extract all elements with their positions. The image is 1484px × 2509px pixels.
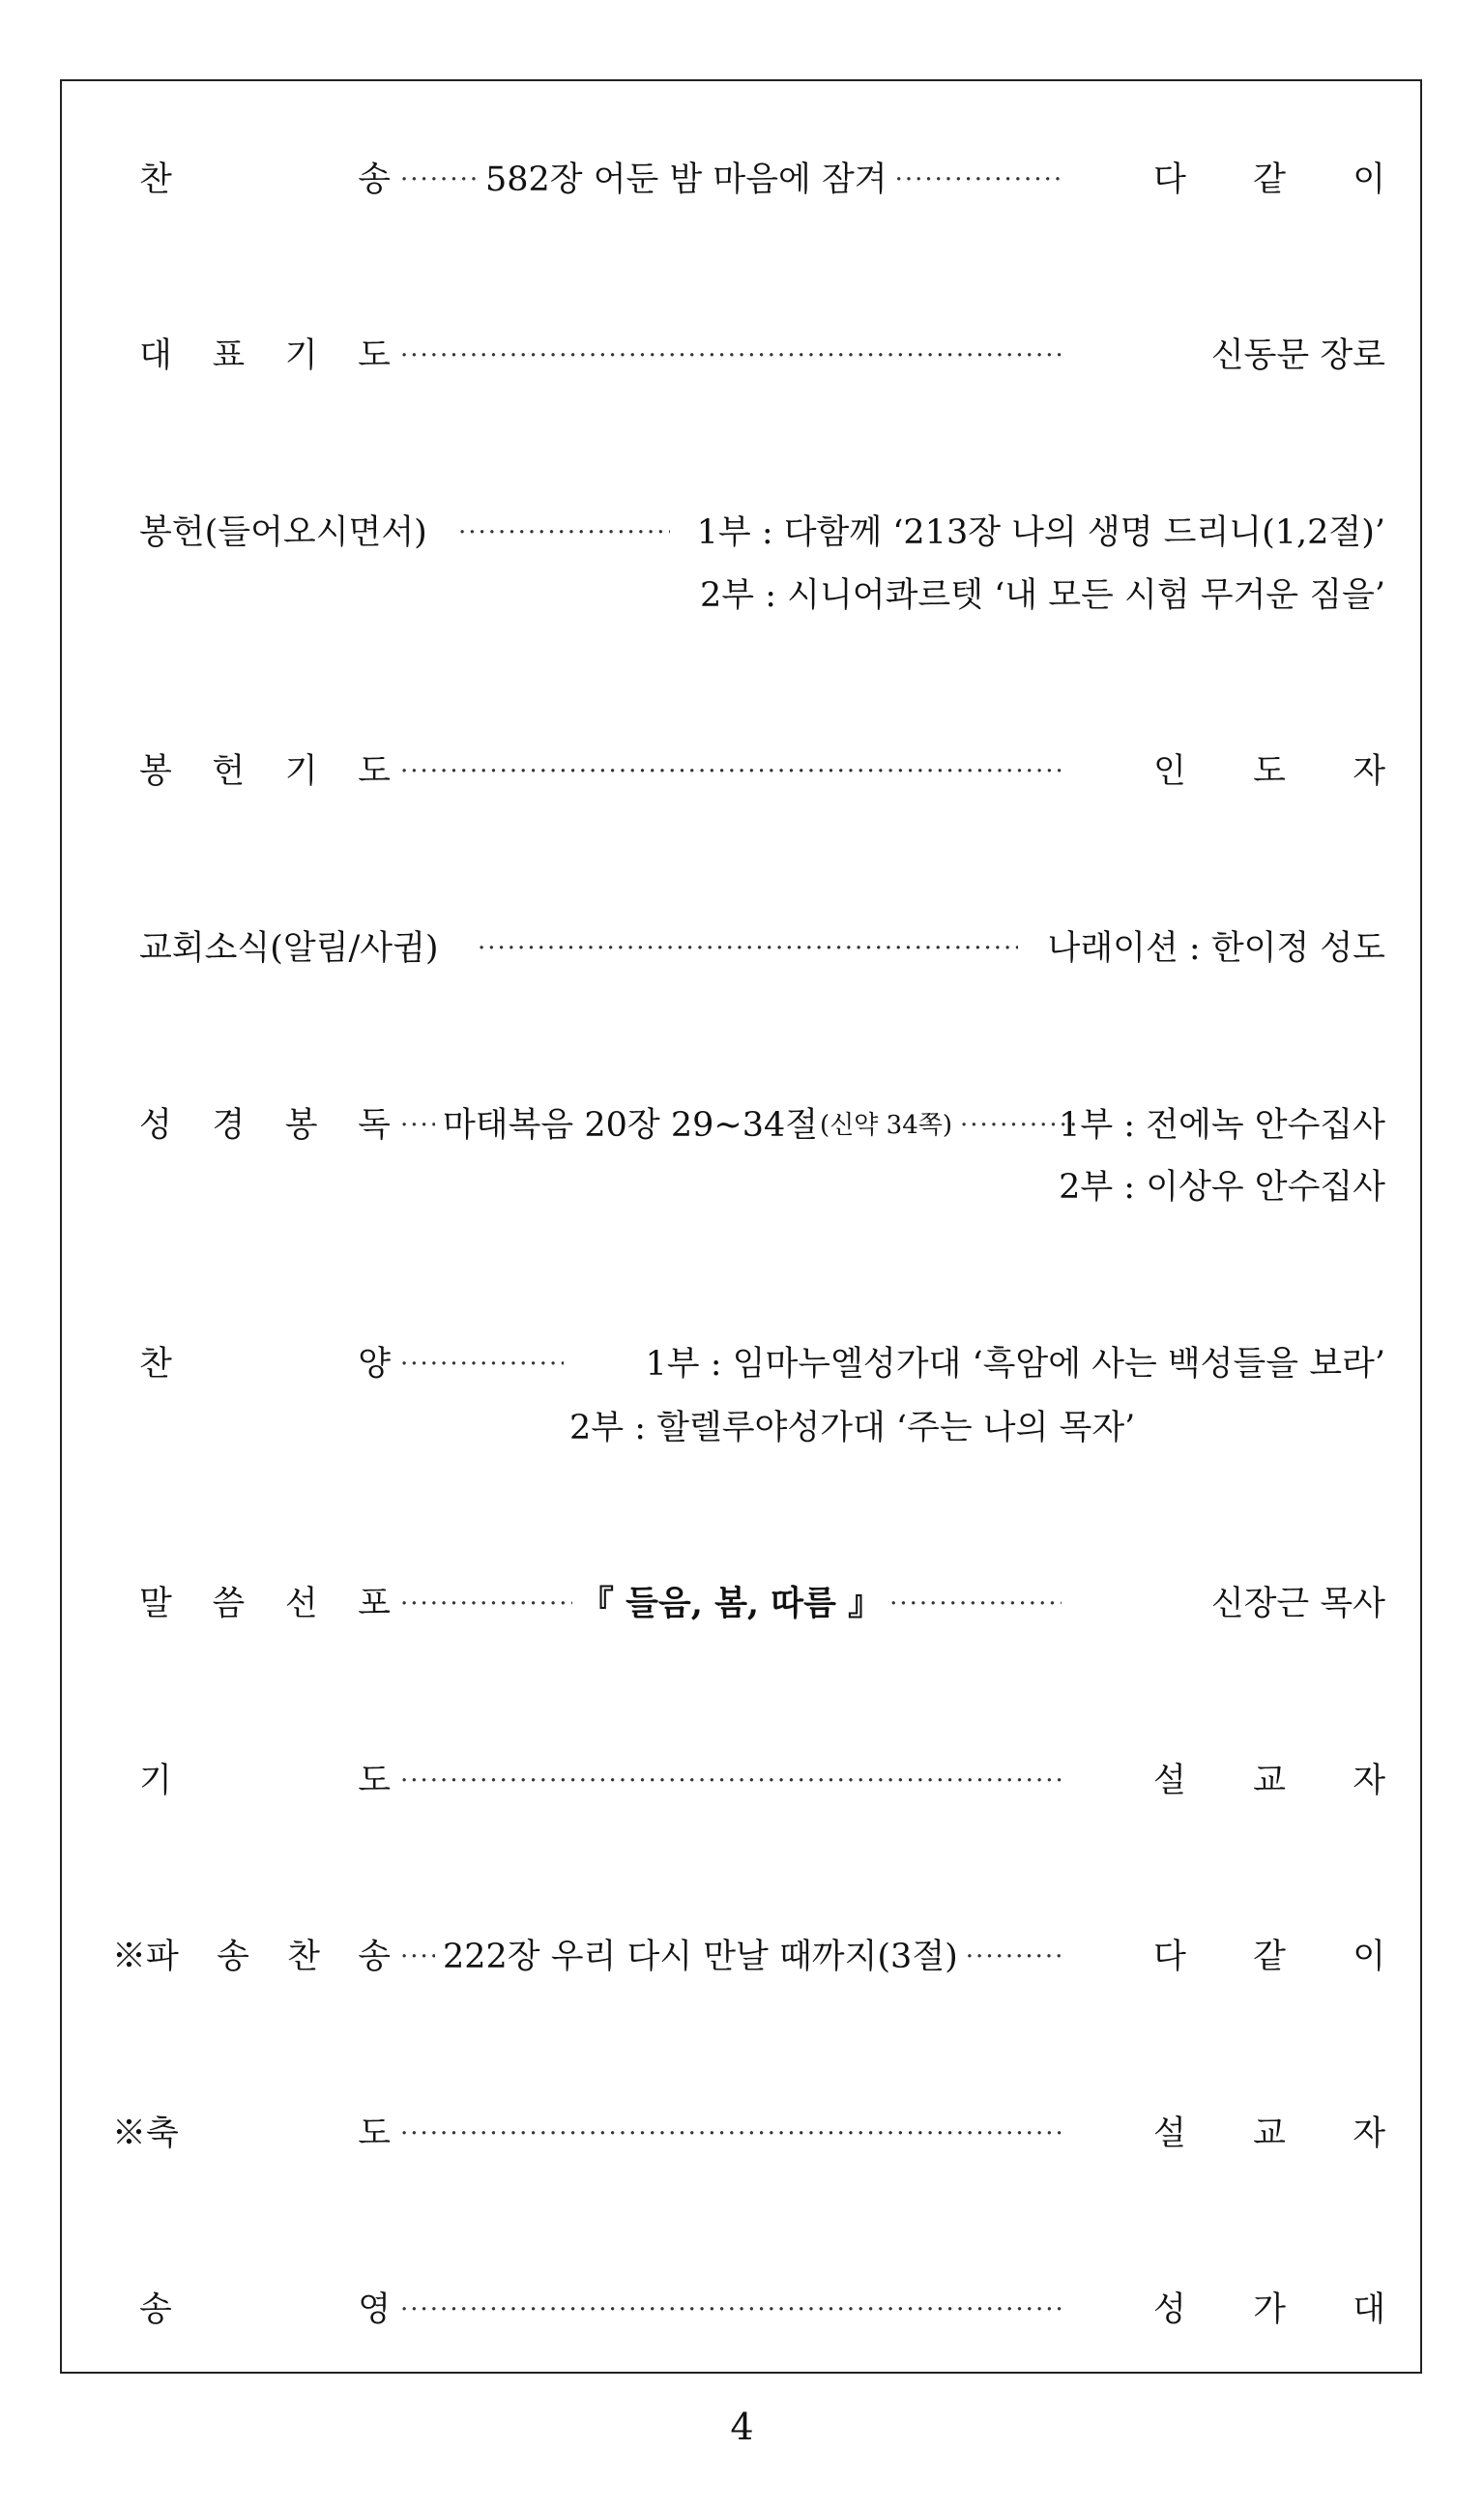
label-closing-hymn: ※파 송 찬 송 — [112, 1938, 391, 1976]
dotted-leader — [400, 2281, 1062, 2339]
label-hymn: 찬 송 — [139, 160, 391, 199]
row-sermon — [62, 1575, 1424, 1633]
reading-line-2: 2부 : 이상우 안수집사 — [1059, 1168, 1385, 1207]
anthem-line-2: 2부 : 할렐루야성가대 ‘주는 나의 목자’ — [569, 1409, 1136, 1447]
page-number: 4 — [730, 2406, 754, 2448]
row-pastor-prayer — [62, 1752, 1424, 1810]
label-pastor-prayer: 기 도 — [139, 1762, 391, 1800]
middle-hymn — [400, 151, 1062, 209]
label-offering-prayer: 봉 헌 기 도 — [139, 752, 391, 791]
sermon-preacher: 신장근 목사 — [1210, 1585, 1385, 1623]
scripture-page: (신약 34쪽) — [820, 1111, 953, 1140]
row-benediction — [62, 2105, 1424, 2163]
closing-hymn-title: 222장 우리 다시 만날 때까지(3절) — [443, 1938, 958, 1976]
middle-closing-hymn — [400, 1928, 1062, 1986]
news-narration: 나래이션 : 한이정 성도 — [1047, 929, 1385, 968]
row-prayer — [62, 327, 1424, 385]
reading-line-1: 1부 : 전에녹 안수집사 — [1059, 1106, 1385, 1145]
offering-line-2: 2부 : 시니어콰르텟 ‘내 모든 시험 무거운 짐을’ — [700, 576, 1385, 615]
label-benediction: ※축 도 — [112, 2115, 391, 2153]
dotted-leader — [400, 1752, 1062, 1810]
row-news — [62, 919, 1424, 977]
prayer-leader: 신동문 장로 — [1210, 336, 1385, 375]
right-pastor-prayer: 설 교 자 — [1153, 1762, 1385, 1800]
middle-sermon — [400, 1575, 1062, 1633]
middle-reading — [400, 1096, 1076, 1154]
right-doxology: 성 가 대 — [1153, 2290, 1385, 2329]
label-doxology: 송 영 — [139, 2290, 391, 2329]
right-hymn: 다 같 이 — [1153, 160, 1385, 199]
hymn-title: 582장 어둔 밤 마음에 잠겨 — [485, 160, 887, 199]
row-reading-2 — [62, 1158, 1424, 1216]
dotted-leader — [400, 1335, 564, 1393]
label-sermon: 말 씀 선 포 — [139, 1585, 391, 1623]
row-anthem — [62, 1335, 1424, 1393]
label-prayer: 대 표 기 도 — [139, 336, 391, 375]
row-offering-2 — [62, 567, 1424, 625]
right-offering-prayer: 인 도 자 — [1153, 752, 1385, 791]
row-anthem-2 — [62, 1399, 1424, 1457]
right-closing-hymn: 다 같 이 — [1153, 1938, 1385, 1976]
row-closing-hymn — [62, 1928, 1424, 1986]
row-hymn — [62, 151, 1424, 209]
row-offering-prayer — [62, 743, 1424, 801]
row-reading — [62, 1096, 1424, 1154]
row-doxology — [62, 2281, 1424, 2339]
order-of-worship-frame — [60, 79, 1422, 2374]
scripture-reference: 마태복음 20장 29~34절 — [443, 1106, 819, 1145]
dotted-leader — [400, 2105, 1062, 2163]
row-offering — [62, 504, 1424, 562]
anthem-line-1: 1부 : 임마누엘성가대 ‘흑암에 사는 백성들을 보라’ — [645, 1345, 1385, 1384]
dotted-leader — [400, 327, 1062, 385]
dotted-leader — [478, 919, 1018, 977]
right-benediction: 설 교 자 — [1153, 2115, 1385, 2153]
label-reading: 성 경 봉 독 — [139, 1106, 391, 1145]
label-anthem: 찬 양 — [139, 1345, 391, 1384]
dotted-leader — [458, 504, 670, 562]
sermon-title: 『 들음, 봄, 따름 』 — [579, 1584, 883, 1623]
dotted-leader — [400, 743, 1062, 801]
offering-line-1: 1부 : 다함께 ‘213장 나의 생명 드리니(1,2절)’ — [696, 513, 1385, 552]
label-news: 교회소식(알림/사귐) — [139, 929, 439, 968]
label-offering: 봉헌(들어오시면서) — [139, 513, 427, 552]
